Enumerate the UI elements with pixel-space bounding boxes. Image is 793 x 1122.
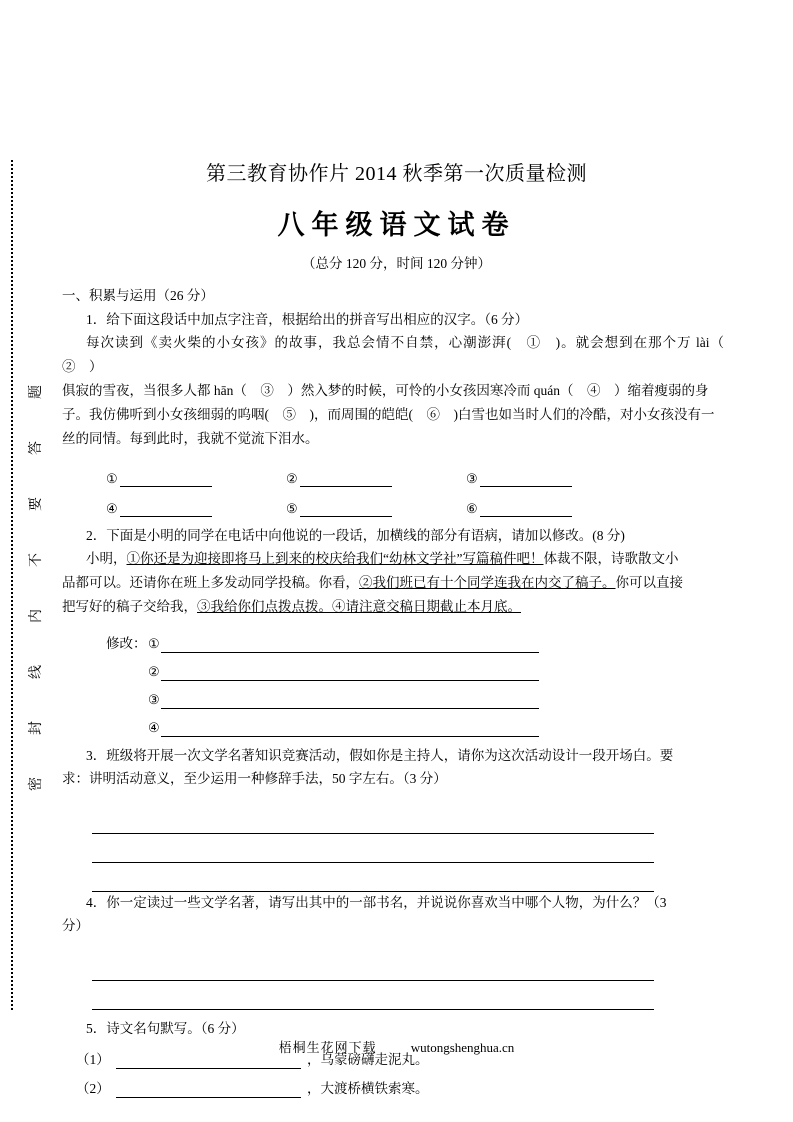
spacer [62, 737, 724, 745]
footer-site-url: wutongshenghua.cn [410, 1040, 515, 1055]
revision-row-3[interactable] [62, 681, 724, 709]
seal-char-4: 内 [29, 609, 44, 623]
question-2-prompt: 2．下面是小明的同学在电话中向他说的一段话，加横线的部分有语病，请加以修改。(8 分) [86, 528, 625, 543]
dialog-plain-4: 把写好的稿子交给我， [62, 599, 197, 614]
poem-blank-rule [116, 1081, 301, 1098]
revision-label: 修改： [106, 636, 147, 651]
question-2-dialog-line-2 [62, 571, 724, 595]
blank-rule [480, 472, 572, 487]
seal-char-1: 答 [29, 441, 44, 455]
blank-marker: ④ [106, 501, 118, 516]
exam-body [62, 285, 738, 1098]
question-4-answer-rules [62, 952, 724, 1010]
question-1-prompt: 1．给下面这段话中加点字注音，根据给出的拼音写出相应的汉字。（6 分） [86, 312, 529, 327]
exam-score-time-note: （总分 120 分，时间 120 分钟） [302, 256, 491, 271]
dialog-underlined-1: ①你还是为迎接即将马上到来的校庆给我们“幼林文学社”写篇稿件吧！ [126, 551, 544, 566]
answer-blank-2[interactable] [286, 471, 466, 487]
dialog-underlined-3: ③我给你们点拨点拨。④请注意交稿日期截止本月底。 [197, 599, 521, 614]
exam-title-primary: 第三教育协作片 2014 秋季第一次质量检测 [206, 163, 587, 185]
question-1-passage-line-2: 俱寂的雪夜，当很多人都 hān（ ③ ）然入梦的时候，可怜的小女孩因寒冷而 quán（ ④ ）缩着瘦弱的身 [62, 383, 709, 398]
revision-marker: ④ [148, 720, 160, 735]
poem-tail-text: ，大渡桥横铁索寒。 [307, 1081, 429, 1096]
question-2-dialog-line-3 [62, 595, 724, 619]
poem-index: （1） [76, 1052, 110, 1067]
blank-marker: ② [286, 471, 298, 486]
blank-rule [300, 472, 392, 487]
question-1-passage-line-3: 子。我仿佛听到小女孩细弱的呜咽( ⑤ )，而周围的皑皑( ⑥ )白雪也如当时人们的冷酷，对小女孩没有一 [62, 407, 715, 422]
blank-marker: ⑤ [286, 501, 298, 516]
blank-rule [120, 472, 212, 487]
blank-marker: ⑥ [466, 501, 478, 516]
seal-char-2: 要 [29, 497, 44, 511]
blank-row [62, 457, 724, 487]
answer-rule[interactable] [92, 863, 654, 892]
spacer [62, 517, 724, 525]
question-4-prompt-line-2: 分） [62, 918, 89, 933]
question-1-passage-line-4: 丝的同情。每到此时，我就不觉流下泪水。 [62, 431, 319, 446]
revision-marker: ② [148, 664, 160, 679]
revision-rule [161, 637, 539, 653]
question-1-passage-line-1: 每次读到《卖火柴的小女孩》的故事，我总会情不自禁，心潮澎湃( ① )。就会想到在那个万 lài（ ② ） [62, 335, 738, 374]
answer-blank-1[interactable] [106, 471, 286, 487]
answer-blank-5[interactable] [286, 501, 466, 517]
blank-rule [300, 502, 392, 517]
revision-marker: ③ [148, 692, 160, 707]
blank-marker: ③ [466, 471, 478, 486]
seal-dotted-line [11, 160, 13, 1010]
page-footer [0, 1037, 793, 1056]
question-5-prompt: 5．诗文名句默写。（6 分） [86, 1021, 245, 1036]
question-3-prompt-line-1: 3．班级将开展一次文学名著知识竞赛活动，假如你是主持人，请你为这次活动设计一段开场白。要 [86, 748, 674, 763]
answer-blank-4[interactable] [106, 501, 286, 517]
blank-rule [120, 502, 212, 517]
revision-marker: ① [148, 636, 160, 651]
dialog-plain-2: 品都可以。还请你在班上多发动同学投稿。你看， [62, 575, 359, 590]
question-2-answer-lines [62, 625, 724, 737]
poem-item-2[interactable] [62, 1069, 724, 1098]
answer-blank-3[interactable] [466, 471, 646, 487]
poem-index: （2） [76, 1081, 110, 1096]
revision-row-4[interactable] [62, 709, 724, 737]
dialog-plain-3: 你可以直接 [615, 575, 683, 590]
revision-row-1[interactable] [62, 625, 724, 653]
answer-rule[interactable] [92, 981, 654, 1010]
answer-rule[interactable] [92, 952, 654, 981]
section-heading: 一、积累与运用（26 分） [62, 288, 214, 303]
answer-rule[interactable] [92, 805, 654, 834]
footer-site-name: 梧桐生花网下载 [278, 1040, 377, 1055]
blank-row [62, 487, 724, 517]
poem-tail-text: ，乌蒙磅礴走泥丸。 [307, 1052, 429, 1067]
question-4-prompt-line-1: 4．你一定读过一些文学名著，请写出其中的一部书名，并说说你喜欢当中哪个人物，为什么？（3 [86, 895, 667, 910]
question-3-prompt-line-2: 求：讲明活动意义，至少运用一种修辞手法，50 字左右。（3 分） [62, 771, 447, 786]
answer-rule[interactable] [92, 834, 654, 863]
seal-line-vertical-text [22, 385, 52, 833]
dialog-plain-1: 体裁不限，诗歌散文小 [543, 551, 679, 566]
revision-rule [161, 693, 539, 709]
revision-rule [161, 721, 539, 737]
seal-char-7: 密 [29, 777, 44, 791]
dialog-underlined-2: ②我们班已有十个同学连我在内交了稿子。 [359, 575, 616, 590]
seal-char-5: 线 [29, 665, 44, 679]
revision-row-2[interactable] [62, 653, 724, 681]
question-3-answer-rules [62, 805, 724, 892]
question-1-answer-blanks [62, 457, 724, 517]
seal-char-6: 封 [29, 721, 44, 735]
seal-char-0: 题 [29, 385, 44, 399]
question-2-dialog-line-1 [62, 547, 724, 571]
blank-rule [480, 502, 572, 517]
exam-title-secondary: 八年级语文试卷 [277, 210, 516, 240]
answer-blank-6[interactable] [466, 501, 646, 517]
dialog-prefix: 小明， [86, 551, 127, 566]
spacer [62, 1010, 724, 1018]
seal-char-3: 不 [29, 553, 44, 567]
blank-marker: ① [106, 471, 118, 486]
revision-rule [161, 665, 539, 681]
